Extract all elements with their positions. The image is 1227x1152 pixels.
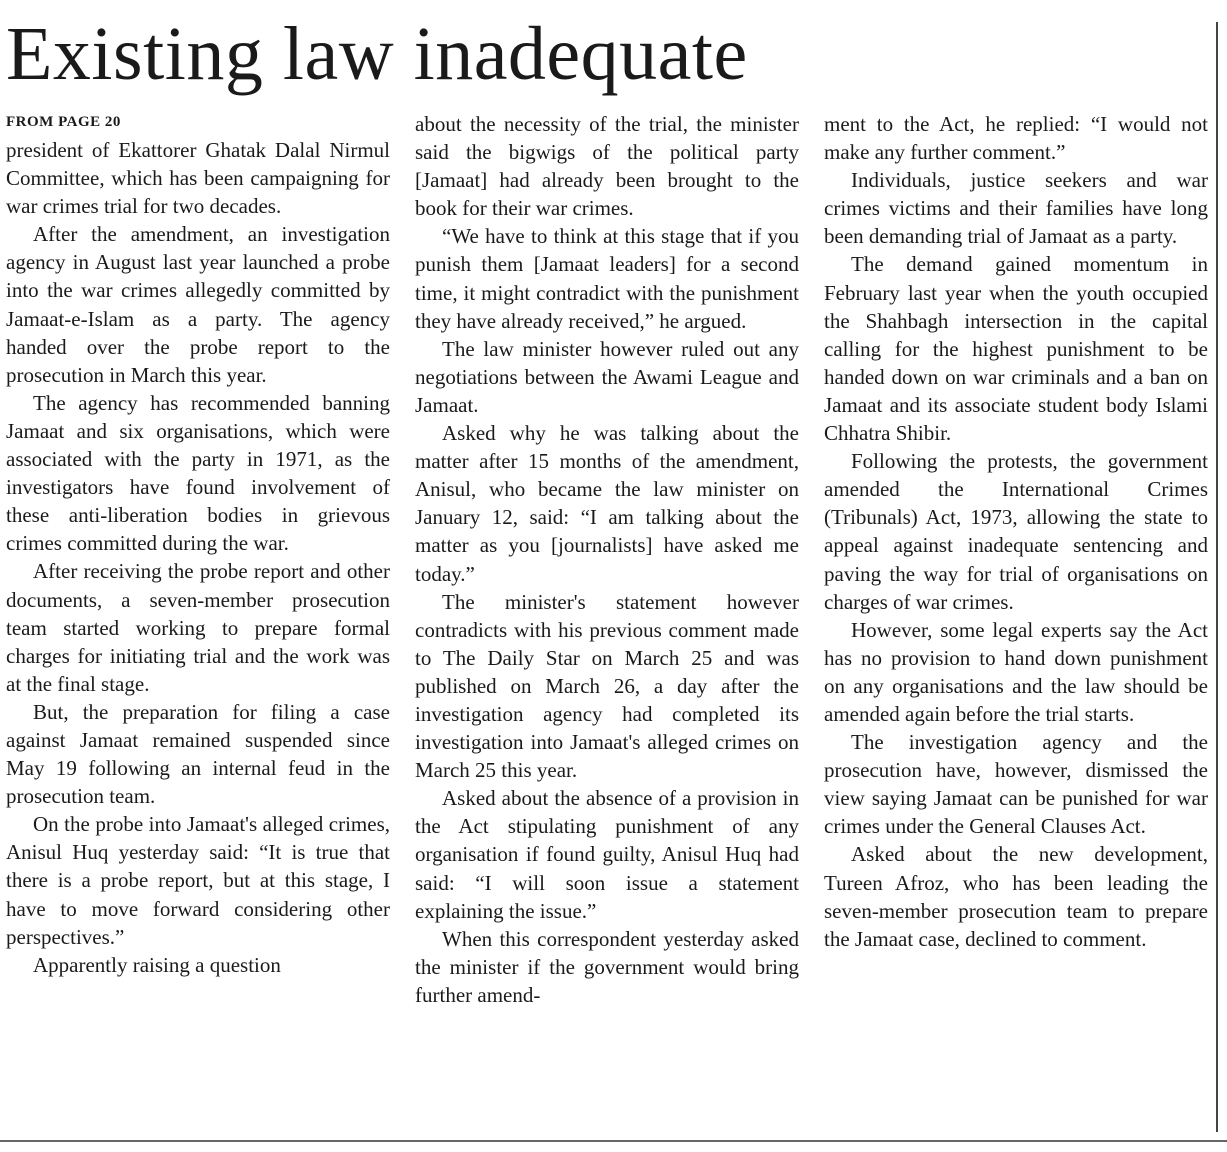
bottom-rule: [0, 1140, 1227, 1142]
paragraph: about the necessity of the trial, the minister said the bigwigs of the political party [Jamaat] had already been brought to the book for their war crimes.: [415, 112, 799, 221]
paragraph: Apparently raising a question: [33, 952, 281, 977]
paragraph: But, the preparation for filing a case against Jamaat remained suspended since May 19 following an internal feud in the prosecution team.: [6, 699, 390, 809]
paragraph: The investigation agency and the prosecution have, however, dismissed the view saying Jamaat can be punished for war crimes under the General Clauses Act.: [824, 730, 1208, 839]
paragraph: The minister's statement however contradicts with his previous comment made to The Daily Star on March 25 and was published on March 26, a day after the investigation agency had completed its investigation into Jamaat's alleged crimes on March 25 this year.: [415, 589, 799, 783]
paragraph: The demand gained momentum in February last year when the youth occupied the Shahbagh intersection in the capital calling for the highest punishment to be handed down on war criminals and a ban on Jamaat and its associate student body Islami Chhatra Shibir.: [824, 252, 1208, 446]
paragraph: Asked about the new development, Tureen Afroz, who has been leading the seven-member prosecution team to prepare the Jamaat case, declined to comment.: [824, 842, 1208, 951]
paragraph: After the amendment, an investigation agency in August last year launched a probe into the war crimes allegedly committed by Jamaat-e-Islam as a party. The agency handed over the probe report to the prosecution in March this year.: [6, 222, 390, 387]
column-rule-right: [1216, 22, 1218, 1132]
paragraph: Asked why he was talking about the matter after 15 months of the amendment, Anisul, who became the law minister on January 12, said: “I am talking about the matter as you [journalists] have asked me today.”: [415, 421, 799, 586]
headline: Existing law inadequate: [6, 12, 748, 96]
paragraph: The law minister however ruled out any negotiations between the Awami League and Jamaat.: [415, 336, 799, 417]
paragraph: When this correspondent yesterday asked the minister if the government would bring further amend-: [415, 926, 799, 1007]
article-column-1: [6, 111, 390, 979]
paragraph: After receiving the probe report and other documents, a seven-member prosecution team started working to prepare formal charges for initiating trial and the work was at the final stage.: [6, 559, 390, 696]
paragraph: “We have to think at this stage that if you punish them [Jamaat leaders] for a second time, it might contradict with the punishment they have already received,” he argued.: [415, 224, 799, 333]
paragraph: ment to the Act, he replied: “I would not make any further comment.”: [824, 112, 1208, 165]
paragraph: Individuals, justice seekers and war crimes victims and their families have long been demanding trial of Jamaat as a party.: [824, 168, 1208, 249]
continuation-kicker: FROM PAGE 20: [6, 114, 121, 130]
paragraph: Following the protests, the government amended the International Crimes (Tribunals) Act, 1973, allowing the state to appeal against inadequate sentencing and paving the way for trial of organisations on charges of war crimes.: [824, 449, 1208, 614]
paragraph: Asked about the absence of a provision in the Act stipulating punishment of any organisation if found guilty, Anisul Huq had said: “I will soon issue a statement explaining the issue.”: [415, 786, 799, 923]
article-column-3: [824, 110, 1208, 953]
paragraph: On the probe into Jamaat's alleged crimes, Anisul Huq yesterday said: “It is true that there is a probe report, but at this stage, I have to move forward considering other perspectives.”: [6, 812, 390, 949]
paragraph: The agency has recommended banning Jamaat and six organisations, which were associated with the party in 1971, as the investigators have found involvement of these anti-liberation bodies in grievous crimes committed during the war.: [6, 390, 390, 556]
paragraph: president of Ekattorer Ghatak Dalal Nirmul Committee, which has been campaigning for war crimes trial for two decades.: [6, 138, 390, 219]
paragraph: However, some legal experts say the Act has no provision to hand down punishment on any organisations and the law should be amended again before the trial starts.: [824, 617, 1208, 726]
article-column-2: [415, 110, 799, 1009]
